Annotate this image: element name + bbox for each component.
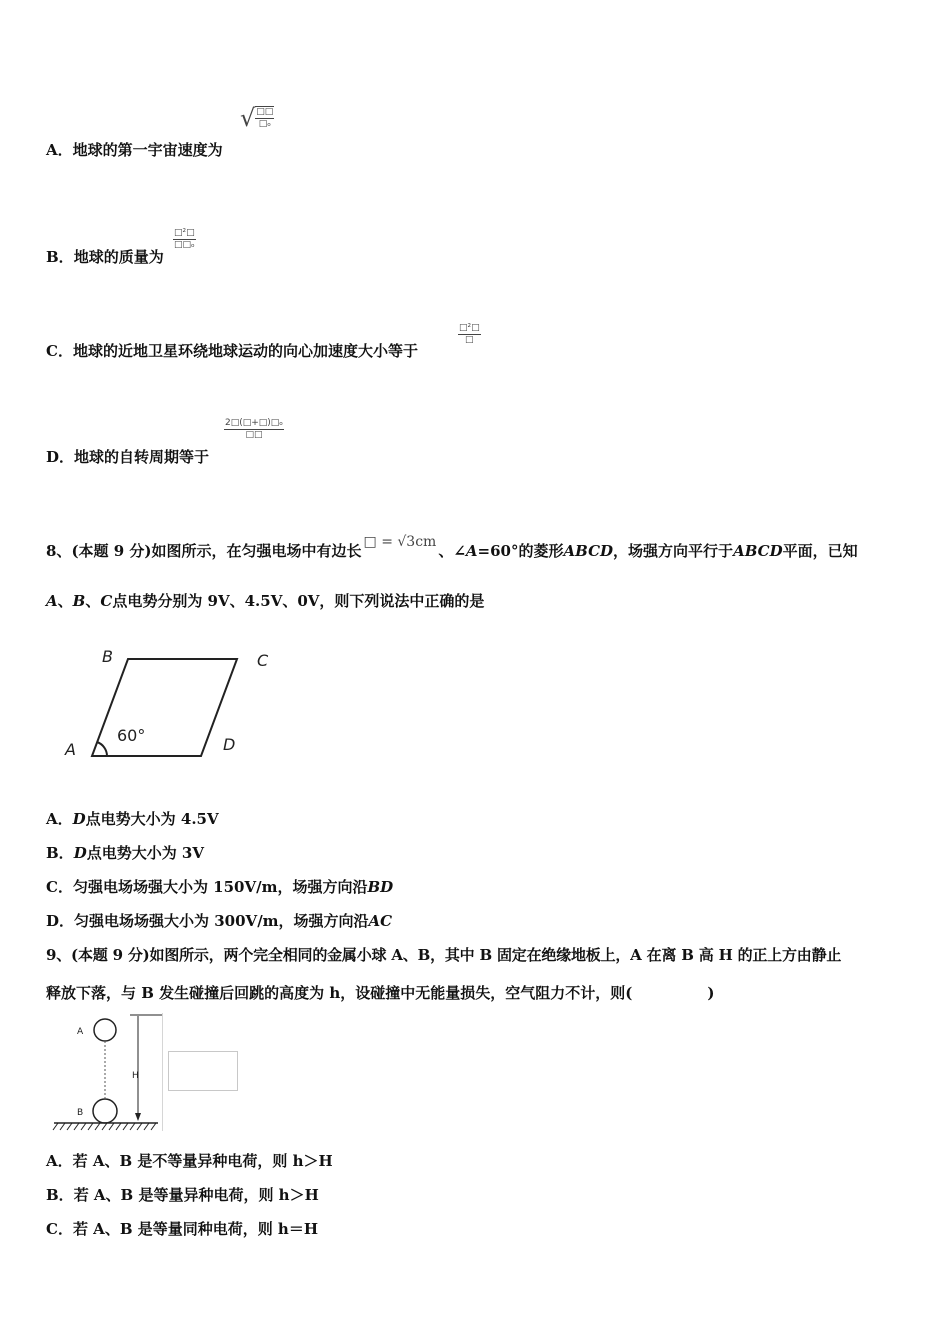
option-letter: B． <box>46 844 74 862</box>
option-letter: C． <box>46 878 73 896</box>
q7-option-d-formula <box>224 418 284 441</box>
angle-arc <box>97 742 107 756</box>
label-c: C <box>257 651 269 670</box>
option-text: 地球的自转周期等于 <box>74 448 210 466</box>
q7-option-a <box>46 140 223 160</box>
q8-text: =60°的菱形 <box>477 542 564 560</box>
q7-option-b-formula <box>173 228 196 251</box>
q8-var: A <box>46 592 58 610</box>
ball-b <box>93 1099 117 1123</box>
q8-intro: (本题 9 分)如图所示，在匀强电场中有边长 <box>71 542 362 560</box>
fraction <box>224 418 284 441</box>
question-number: 9、 <box>46 946 72 964</box>
q7-option-d <box>46 447 209 467</box>
q8-text: 平面，已知 <box>782 542 858 560</box>
fraction <box>458 323 481 346</box>
option-letter: A． <box>46 141 73 159</box>
rhombus-figure <box>55 640 285 770</box>
label-a: A <box>65 740 76 759</box>
option-text: 匀强电场场强大小为 300V/m，场强方向沿 <box>74 912 369 930</box>
q9-option-b <box>46 1185 319 1205</box>
q8-text: ，场强方向平行于 <box>613 542 734 560</box>
q8-var: ABCD <box>733 542 783 560</box>
fraction-numerator: □□ <box>256 107 274 117</box>
q8-text: 、 <box>57 592 73 610</box>
empty-image-box <box>168 1051 238 1091</box>
q8-text: 、 <box>85 592 101 610</box>
fraction-numerator: □²□ <box>174 228 195 238</box>
option-text: 若 A、B 是等量同种电荷，则 h＝H <box>72 1220 319 1238</box>
option-letter: A． <box>46 1152 73 1170</box>
q8-option-c <box>46 877 393 897</box>
option-letter: C． <box>46 1220 73 1238</box>
option-letter: D． <box>46 448 75 466</box>
option-letter: B． <box>46 248 74 266</box>
q8-var: A <box>465 542 478 560</box>
question-number: 8、 <box>46 542 72 560</box>
option-text: 点电势大小为 3V <box>86 844 205 862</box>
option-text: 地球的近地卫星环绕地球运动的向心加速度大小等于 <box>72 342 418 360</box>
sqrt-symbol: √ <box>240 104 256 132</box>
fraction-numerator: 2□(□+□)□ₒ <box>225 418 284 428</box>
option-var: D <box>72 810 86 828</box>
q8-option-d <box>46 911 392 931</box>
q9-text: 释放下落，与 B 发生碰撞后回跳的高度为 h，设碰撞中无能量损失，空气阻力不计，则( ) <box>46 984 715 1002</box>
fraction-denominator: □ₒ <box>258 119 271 129</box>
option-var: BD <box>367 878 394 896</box>
option-letter: B． <box>46 1186 74 1204</box>
q8-stem-line1 <box>46 534 858 562</box>
option-text: 若 A、B 是等量异种电荷，则 h＞H <box>73 1186 319 1204</box>
fraction <box>173 228 196 251</box>
option-text: 地球的质量为 <box>73 248 164 266</box>
balls-figure <box>50 1012 165 1134</box>
q8-text: 、∠ <box>438 542 466 560</box>
q9-option-c <box>46 1219 318 1239</box>
label-d: D <box>223 735 236 754</box>
option-letter: D． <box>46 912 75 930</box>
option-text: 地球的第一宇宙速度为 <box>72 141 223 159</box>
option-text: 若 A、B 是不等量异种电荷，则 h＞H <box>72 1152 333 1170</box>
option-letter: C． <box>46 342 73 360</box>
rhombus-shape <box>92 659 237 756</box>
option-letter: A． <box>46 810 73 828</box>
q9-stem-line1 <box>46 945 841 965</box>
q9-option-a <box>46 1151 333 1171</box>
ground-hatch <box>53 1123 156 1130</box>
q8-option-b <box>46 843 204 863</box>
figure-divider <box>162 1013 163 1131</box>
fraction <box>255 106 274 130</box>
q7-option-b <box>46 247 164 267</box>
q8-text: 点电势分别为 9V、4.5V、0V，则下列说法中正确的是 <box>112 592 485 610</box>
option-var: AC <box>368 912 393 930</box>
label-a: A <box>77 1027 84 1037</box>
q9-text: (本题 9 分)如图所示，两个完全相同的金属小球 A、B，其中 B 固定在绝缘地板上，A 在离 B 高 H 的正上方由静止 <box>71 946 842 964</box>
fraction-denominator: □ <box>465 335 474 345</box>
q7-option-c-formula <box>458 323 481 346</box>
q8-var: ABCD <box>563 542 614 560</box>
q7-option-a-formula <box>240 104 274 132</box>
option-var: D <box>73 844 87 862</box>
fraction-numerator: □²□ <box>459 323 480 333</box>
label-h: H <box>132 1071 139 1081</box>
q8-side-formula: □ = √3cm <box>363 534 437 550</box>
ball-a <box>94 1019 116 1041</box>
q8-var: B <box>72 592 86 610</box>
q8-option-a <box>46 809 219 829</box>
fraction-denominator: □□ₒ <box>174 240 195 250</box>
q7-option-c <box>46 341 418 361</box>
q8-stem-line2 <box>46 591 484 611</box>
arrow-head <box>135 1113 141 1121</box>
option-text: 匀强电场场强大小为 150V/m，场强方向沿 <box>72 878 368 896</box>
fraction-denominator: □□ <box>245 430 263 440</box>
q9-stem-line2 <box>46 983 714 1003</box>
option-text: 点电势大小为 4.5V <box>85 810 219 828</box>
label-b: B <box>102 647 113 666</box>
label-b: B <box>77 1108 84 1118</box>
angle-label: 60° <box>117 726 146 745</box>
q8-var: C <box>100 592 113 610</box>
